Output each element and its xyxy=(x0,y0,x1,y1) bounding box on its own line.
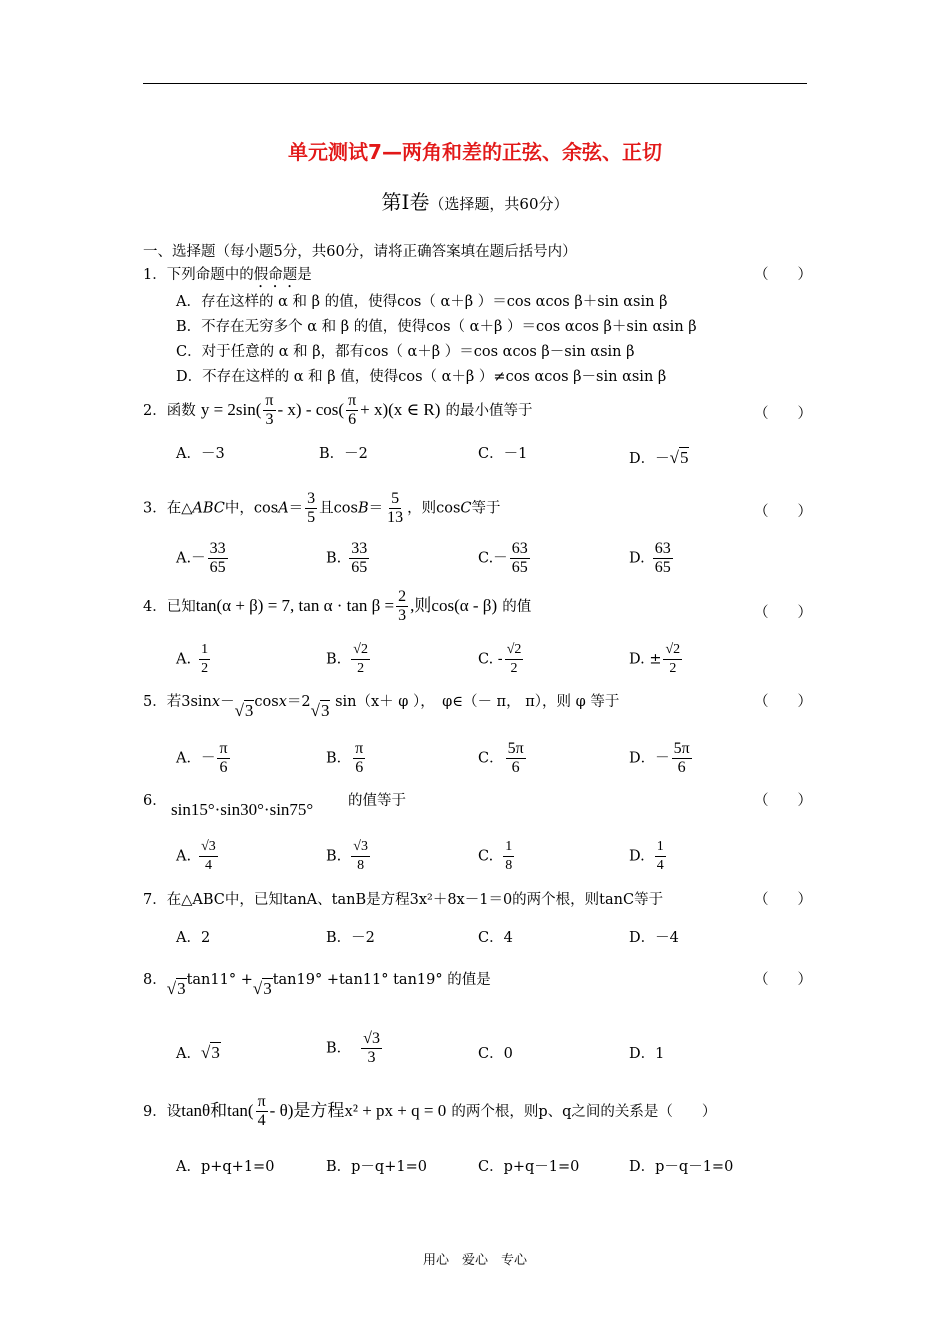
q4-a-den: 2 xyxy=(201,661,209,676)
q6-c-pre: C. xyxy=(478,848,494,865)
section-heading: 一、选择题（每小题5分，共60分，请将正确答案填在题后括号内） xyxy=(143,244,577,260)
answer-bracket-5[interactable]: （ ） xyxy=(754,694,812,710)
q5-c-frac xyxy=(506,740,526,777)
q6-option-d[interactable] xyxy=(629,838,668,875)
q4-c-den: 2 xyxy=(510,661,518,676)
volume-note: （选择题，共60分） xyxy=(429,195,569,213)
q3-c-pre: C.－ xyxy=(478,550,508,567)
question-7-stem: 7．在△ABC中，已知tanA、tanB是方程3x²＋8x－1＝0的两个根，则tanC等于 xyxy=(143,892,664,908)
q8-option-a[interactable] xyxy=(176,1042,221,1063)
q5-rad-2: 3 xyxy=(320,701,330,720)
q8-num: 8． xyxy=(143,972,167,988)
q8-option-d[interactable]: D．1 xyxy=(629,1046,665,1062)
header-rule xyxy=(143,83,807,84)
q3-frac2-num: 5 xyxy=(391,490,400,507)
answer-bracket-6[interactable]: （ ） xyxy=(754,793,812,809)
q2-frac-pi3 xyxy=(263,392,275,429)
answer-bracket-3[interactable]: （ ） xyxy=(754,504,812,520)
q6-expr: sin15°·sin30°·sin75° xyxy=(171,800,314,819)
volume-title: 第Ⅰ卷 xyxy=(381,190,430,214)
question-1-stem xyxy=(143,263,312,291)
q4-d-den: 2 xyxy=(669,661,677,676)
page-title: 单元测试7—两角和差的正弦、余弦、正切 xyxy=(288,140,662,164)
q5-c-pre: C． xyxy=(478,750,504,767)
question-5-stem xyxy=(143,690,620,720)
q8-t1: tan11° + xyxy=(186,972,253,988)
q5-sqrt-1: √3 xyxy=(234,701,254,720)
q3-frac1-num: 3 xyxy=(307,490,316,507)
q4-expr: tan(α + β) = 7, tan α · tan β = xyxy=(195,596,395,615)
q6-b-pre: B. xyxy=(326,848,342,865)
q4-a-num: 1 xyxy=(199,641,210,660)
q5-option-d[interactable] xyxy=(629,740,694,777)
q4-b-num: √2 xyxy=(351,641,370,660)
q3-mid1: 中，cos xyxy=(224,500,279,517)
q6-d-den: 4 xyxy=(656,858,664,873)
q2-frac1-den: 3 xyxy=(265,411,274,428)
q4-pre: 4．已知 xyxy=(143,599,196,615)
q1-post: 是 xyxy=(297,267,312,283)
q3-a-frac xyxy=(208,540,228,577)
q2-expr-3: + x)(x ∈ R) xyxy=(360,400,441,419)
q2-frac2-den: 6 xyxy=(348,411,357,428)
answer-bracket-8[interactable]: （ ） xyxy=(754,972,812,988)
q5-d-num: 5π xyxy=(673,740,690,757)
q4-option-b[interactable] xyxy=(326,641,372,678)
q6-b-num: √3 xyxy=(351,838,370,857)
q5-m6: φ∈（－ π， π），则 φ 等于 xyxy=(442,694,620,710)
answer-bracket-4[interactable]: （ ） xyxy=(754,605,812,621)
q1-option-b[interactable]: B．不存在无穷多个 α 和 β 的值，使得cos（ α＋β ）＝cos αcos β＋sin αsin β xyxy=(176,319,697,335)
q6-a-num: √3 xyxy=(199,838,218,857)
q3-eq1: ＝ xyxy=(288,500,304,517)
q4-d-num: √2 xyxy=(663,641,682,660)
question-4-stem xyxy=(143,588,531,625)
q9-option-b[interactable]: B．p－q+1=0 xyxy=(326,1159,427,1175)
q9-frac xyxy=(256,1093,268,1130)
q3-b-pre: B. xyxy=(326,550,342,567)
q4-d-frac xyxy=(663,641,682,678)
q4-frac-den: 3 xyxy=(398,607,407,624)
q3-abc: ABC xyxy=(192,500,225,517)
q3-option-d[interactable] xyxy=(629,540,675,577)
q6-tail: 的值等于 xyxy=(348,793,406,809)
q6-option-c[interactable] xyxy=(478,838,516,875)
page-footer: 用心 爱心 专心 xyxy=(422,1253,527,1268)
q8-option-b[interactable] xyxy=(326,1030,384,1067)
q4-b-den: 2 xyxy=(357,661,365,676)
q3-d-frac xyxy=(653,540,673,577)
q4-b-pre: B. xyxy=(326,651,342,668)
q1-emphasis: 假命题 xyxy=(253,267,298,283)
q8-sqrt-1: √3 xyxy=(166,979,186,998)
q8-b-frac xyxy=(361,1030,382,1067)
q7-option-b[interactable]: B．－2 xyxy=(326,930,375,946)
q3-d-pre: D. xyxy=(629,550,645,567)
q9-frac-num: π xyxy=(257,1093,266,1110)
q3-A: A xyxy=(278,500,289,517)
q2-expr-2: - x) - cos( xyxy=(277,400,345,419)
q4-b-frac xyxy=(351,641,370,678)
q4-a-frac xyxy=(199,641,210,678)
q5-d-den: 6 xyxy=(677,759,686,776)
q5-a-den: 6 xyxy=(219,759,228,776)
q8-rad-2: 3 xyxy=(263,979,272,998)
q4-tail: 的值 xyxy=(502,599,532,615)
q8-b-num: √3 xyxy=(363,1030,380,1047)
q3-a-den: 65 xyxy=(209,559,226,576)
q3-tail: 等于 xyxy=(471,500,501,517)
q5-a-frac xyxy=(217,740,229,777)
q7-option-c[interactable]: C．4 xyxy=(478,930,513,946)
q5-d-pre: D．－ xyxy=(629,750,670,767)
q3-option-b[interactable] xyxy=(326,540,371,577)
q2-expr-1: y = 2sin( xyxy=(200,400,262,419)
q5-option-b[interactable] xyxy=(326,740,367,777)
q2-option-c[interactable]: C．－1 xyxy=(478,446,528,462)
q3-frac2-den: 13 xyxy=(387,509,404,526)
q2-d-pre: D．－ xyxy=(629,451,670,467)
q5-x2: x xyxy=(278,694,287,710)
q3-b-den: 65 xyxy=(351,559,368,576)
q4-frac xyxy=(396,588,408,625)
q5-sqrt-2: √3 xyxy=(310,701,330,720)
q6-a-den: 4 xyxy=(204,858,212,873)
question-3-stem xyxy=(143,490,501,527)
question-2-stem xyxy=(143,392,532,429)
q5-c-den: 6 xyxy=(511,759,520,776)
q5-option-a[interactable] xyxy=(176,740,232,777)
q7-option-d[interactable]: D．－4 xyxy=(629,930,679,946)
q3-B: B xyxy=(357,500,369,517)
q5-m1: － xyxy=(220,694,235,710)
q5-d-frac xyxy=(672,740,692,777)
q8-b-pre: B． xyxy=(326,1040,352,1057)
q3-option-a[interactable] xyxy=(176,540,230,577)
q5-option-c[interactable] xyxy=(478,740,528,777)
q6-num: 6． xyxy=(143,793,167,809)
question-8-stem xyxy=(143,968,491,998)
q6-c-den: 8 xyxy=(505,858,513,873)
q9-pre: 9．设 xyxy=(143,1104,182,1120)
q3-d-den: 65 xyxy=(654,559,671,576)
q3-mid2: 且cos xyxy=(319,500,358,517)
q9-option-a[interactable]: A．p+q+1=0 xyxy=(176,1159,275,1175)
q2-option-a[interactable]: A．－3 xyxy=(176,446,225,462)
q2-option-d[interactable] xyxy=(629,442,689,468)
q3-frac1-den: 5 xyxy=(307,509,316,526)
q2-num: 2．函数 xyxy=(143,403,196,419)
q2-option-b[interactable]: B．－2 xyxy=(319,446,368,462)
q4-c-pre: C. xyxy=(478,651,494,668)
q4-d-pre: D. xyxy=(629,651,645,668)
q8-t2: tan19° +tan11° tan19° 的值是 xyxy=(272,972,491,988)
q4-a-pre: A. xyxy=(176,651,192,668)
q2-frac1-num: π xyxy=(265,392,274,409)
q5-x1: x xyxy=(211,694,221,710)
q3-a-num: 33 xyxy=(209,540,226,557)
answer-bracket-7[interactable]: （ ） xyxy=(754,892,812,908)
q3-d-num: 63 xyxy=(654,540,671,557)
q6-d-frac xyxy=(655,838,666,875)
q1-pre: 1．下列命题中的 xyxy=(143,267,254,283)
q9-option-d[interactable]: D．p－q－1=0 xyxy=(629,1159,734,1175)
q6-option-a[interactable] xyxy=(176,838,220,875)
q8-b-den: 3 xyxy=(367,1049,376,1066)
q6-c-frac xyxy=(503,838,514,875)
q5-a-num: π xyxy=(219,740,228,757)
q4-c-sign: - xyxy=(497,651,503,668)
q8-a-sqrt: √3 xyxy=(200,1043,220,1062)
q5-b-num: π xyxy=(355,740,364,757)
q3-c-den: 65 xyxy=(511,559,528,576)
q5-m5: x＋ φ ）， xyxy=(371,694,428,710)
q5-pre: 5．若3sin xyxy=(143,694,212,710)
q6-d-num: 1 xyxy=(655,838,666,857)
q3-C: C xyxy=(460,500,472,517)
q3-c-frac xyxy=(510,540,530,577)
q3-eq2: ＝ xyxy=(368,500,384,517)
q2-d-rad: 5 xyxy=(679,448,689,467)
q6-d-pre: D. xyxy=(629,848,645,865)
q5-rad-1: 3 xyxy=(244,701,254,720)
question-9-stem xyxy=(143,1093,716,1130)
q5-m2: cos xyxy=(254,694,279,710)
answer-bracket-2[interactable]: （ ） xyxy=(754,406,812,422)
q6-option-b[interactable] xyxy=(326,838,372,875)
q4-then: ,则cos(α - β) xyxy=(410,596,498,615)
q4-c-frac xyxy=(505,641,524,678)
q4-d-sign: ± xyxy=(649,651,662,668)
q9-option-c[interactable]: C．p+q－1=0 xyxy=(478,1159,580,1175)
q5-m4: sin（ xyxy=(335,694,371,710)
q3-frac-2 xyxy=(385,490,405,527)
q2-d-sqrt: √5 xyxy=(669,448,689,467)
q2-frac-pi6 xyxy=(346,392,358,429)
q2-frac2-num: π xyxy=(348,392,357,409)
q7-option-a[interactable]: A．2 xyxy=(176,930,211,946)
q5-c-num: 5π xyxy=(507,740,524,757)
q3-b-num: 33 xyxy=(351,540,368,557)
q5-b-pre: B． xyxy=(326,750,352,767)
q3-b-frac xyxy=(349,540,369,577)
answer-bracket-1[interactable]: （ ） xyxy=(754,267,812,283)
q4-option-d[interactable] xyxy=(629,641,684,678)
q8-a-rad: 3 xyxy=(211,1043,220,1062)
q4-c-num: √2 xyxy=(505,641,524,660)
q5-b-den: 6 xyxy=(355,759,364,776)
q3-pre: 3．在△ xyxy=(143,500,193,517)
q6-c-num: 1 xyxy=(503,838,514,857)
q4-frac-num: 2 xyxy=(398,588,407,605)
q5-b-frac xyxy=(353,740,365,777)
q3-option-c[interactable] xyxy=(478,540,532,577)
q9-expr-2: - θ)是方程x² + px + q = 0 xyxy=(269,1101,447,1120)
q3-mid3: ，则cos xyxy=(407,500,461,517)
q1-option-d[interactable]: D．不存在这样的 α 和 β 值，使得cos（ α＋β ）≠cos αcos β－sin αsin β xyxy=(176,369,667,385)
q1-option-c[interactable]: C．对于任意的 α 和 β，都有cos（ α＋β ）＝cos αcos β－sin αsin β xyxy=(176,344,635,360)
q5-m3: ＝2 xyxy=(286,694,311,710)
q6-b-den: 8 xyxy=(357,858,365,873)
q6-a-frac xyxy=(199,838,218,875)
q6-a-pre: A. xyxy=(176,848,192,865)
q3-c-num: 63 xyxy=(511,540,528,557)
q9-tail: 的两个根，则p、q之间的关系是（ ） xyxy=(451,1104,717,1120)
q5-a-pre: A．－ xyxy=(176,750,216,767)
q2-tail: 的最小值等于 xyxy=(445,403,533,419)
volume-heading xyxy=(0,186,950,215)
q8-option-c[interactable]: C．0 xyxy=(478,1046,513,1062)
q4-option-a[interactable] xyxy=(176,641,212,678)
q9-expr-1: tanθ和tan( xyxy=(181,1101,254,1120)
q8-rad-1: 3 xyxy=(177,979,186,998)
q8-a-pre: A． xyxy=(176,1046,201,1062)
q4-option-c[interactable] xyxy=(478,641,525,678)
q8-sqrt-2: √3 xyxy=(252,979,272,998)
q1-option-a[interactable]: A．存在这样的 α 和 β 的值，使得cos（ α＋β ）＝cos αcos β＋sin αsin β xyxy=(176,294,668,310)
q3-a-pre: A.－ xyxy=(176,550,206,567)
q9-frac-den: 4 xyxy=(257,1112,266,1129)
q3-frac-1 xyxy=(305,490,317,527)
q6-b-frac xyxy=(351,838,370,875)
